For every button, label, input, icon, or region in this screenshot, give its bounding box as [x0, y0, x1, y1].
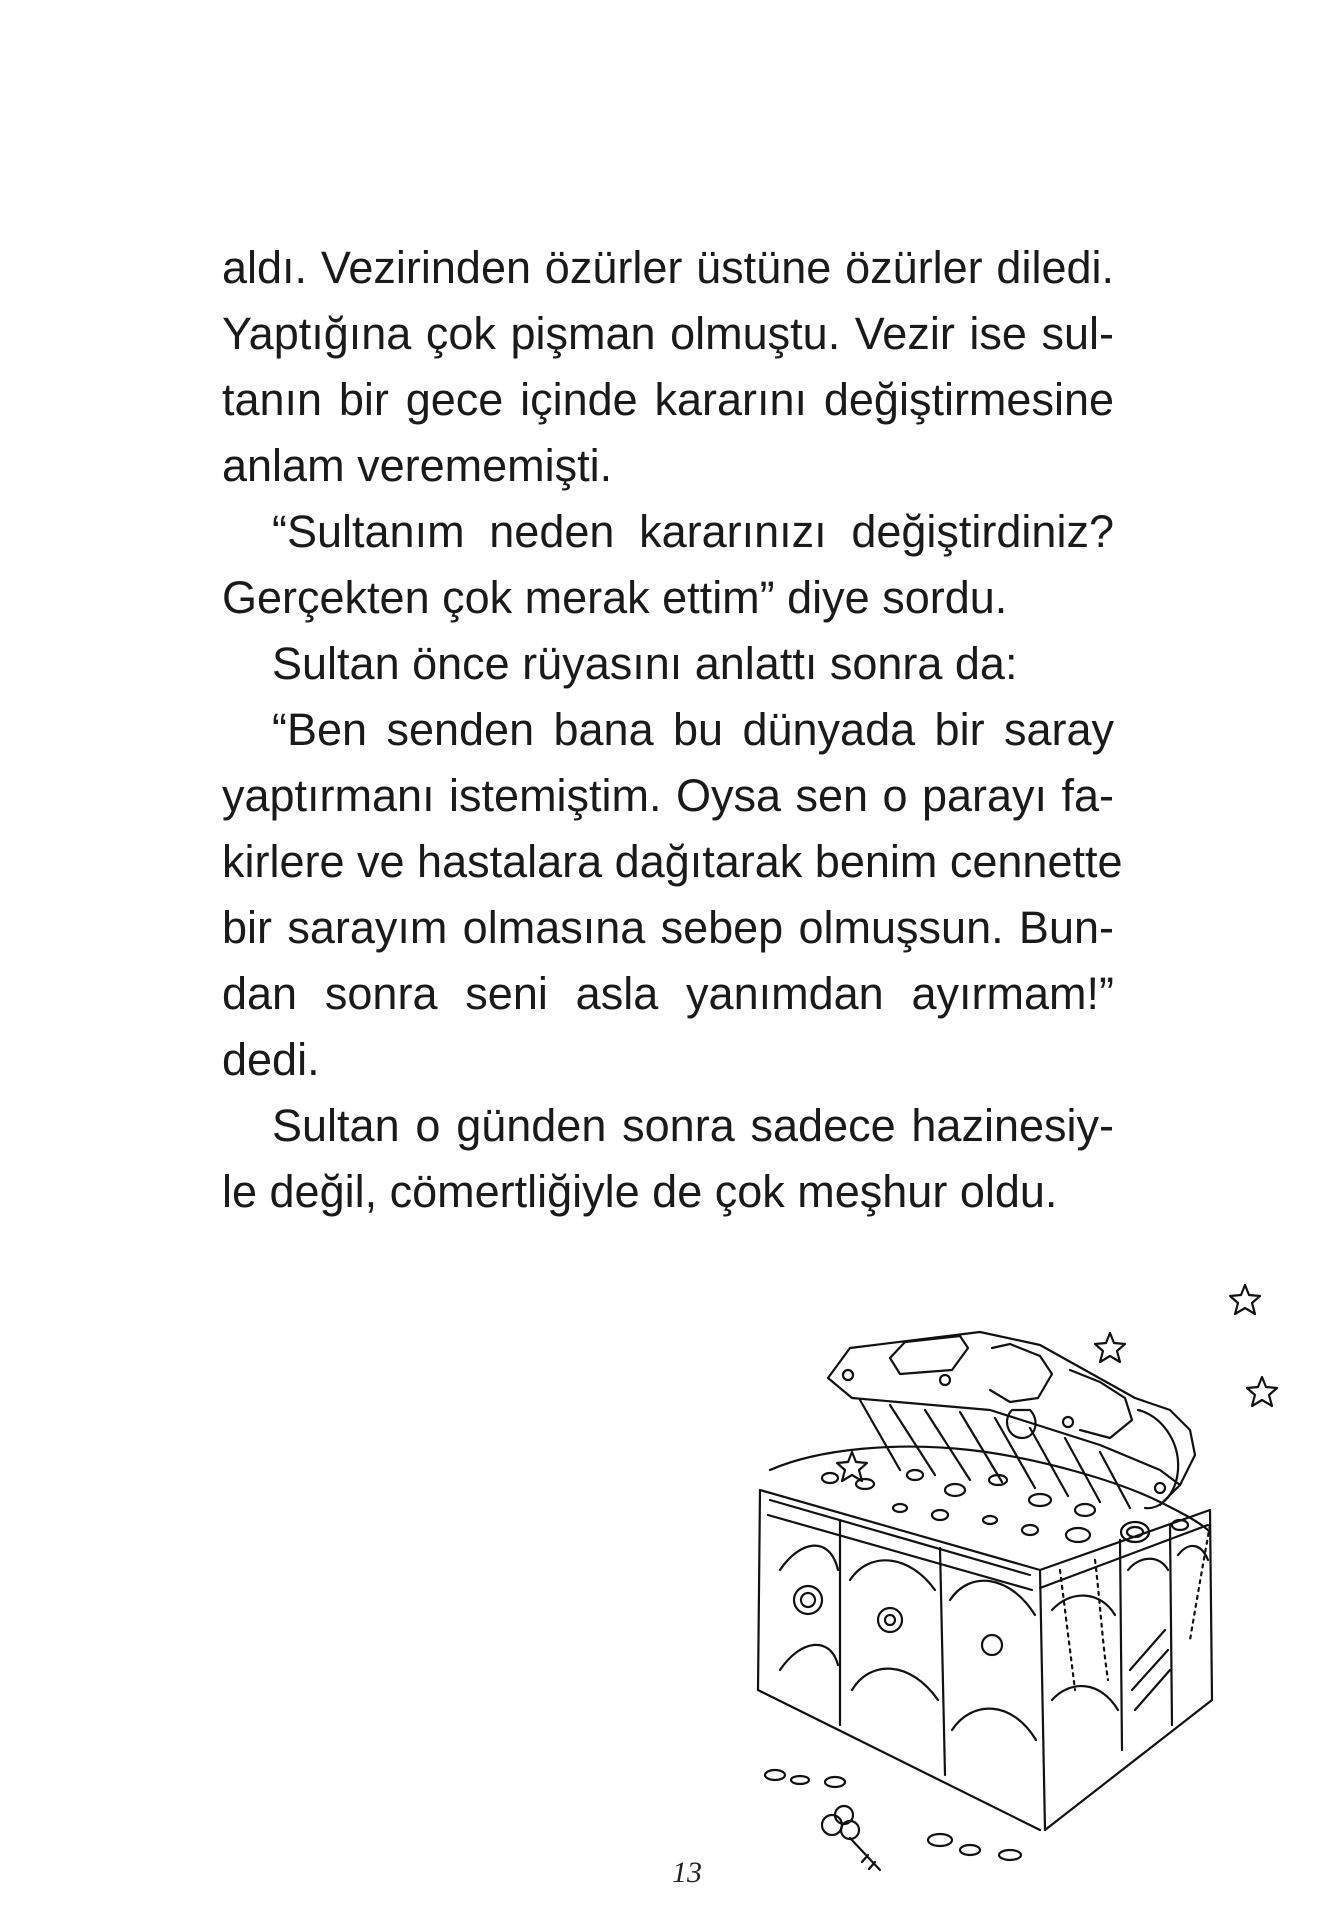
- text-line: Sultan önce rüyasını anlattı sonra da:: [272, 638, 1018, 689]
- text-line: “Ben senden bana bu dünyada bir saray: [272, 704, 1114, 755]
- text-line: le değil, cömertliğiyle de çok meşhur oldu.: [222, 1166, 1058, 1217]
- text-line: Yaptığına çok pişman olmuştu. Vezir ise sul-: [222, 308, 1114, 359]
- text-line: yaptırmanı istemiştim. Oysa sen o parayı fa-: [222, 770, 1114, 821]
- text-line: bir sarayım olmasına sebep olmuşsun. Bun-: [222, 902, 1114, 953]
- text-line: anlam verememişti.: [222, 440, 613, 491]
- text-line: Sultan o günden sonra sadece hazinesiy-: [272, 1100, 1114, 1151]
- key-icon: [822, 1806, 880, 1870]
- text-line: kirlere ve hastalara dağıtarak benim cennette: [222, 836, 1123, 887]
- story-text: [222, 235, 1123, 1225]
- text-line: Gerçekten çok merak ettim” diye sordu.: [222, 572, 1008, 623]
- star-icon: [837, 1452, 867, 1481]
- text-line: aldı. Vezirinden özürler üstüne özürler diledi.: [222, 242, 1114, 293]
- star-icon: [1095, 1333, 1125, 1362]
- star-icon: [1247, 1377, 1277, 1406]
- text-line: tanın bir gece içinde kararını değiştirmesine: [222, 374, 1114, 425]
- page-number: 13: [672, 1856, 702, 1889]
- text-line: “Sultanım neden kararınızı değiştirdiniz?: [272, 506, 1114, 557]
- text-line: dan sonra seni asla yanımdan ayırmam!”: [222, 968, 1114, 1019]
- star-icon: [1230, 1285, 1260, 1314]
- text-line: dedi.: [222, 1034, 320, 1085]
- treasure-chest-icon: [740, 1270, 1310, 1875]
